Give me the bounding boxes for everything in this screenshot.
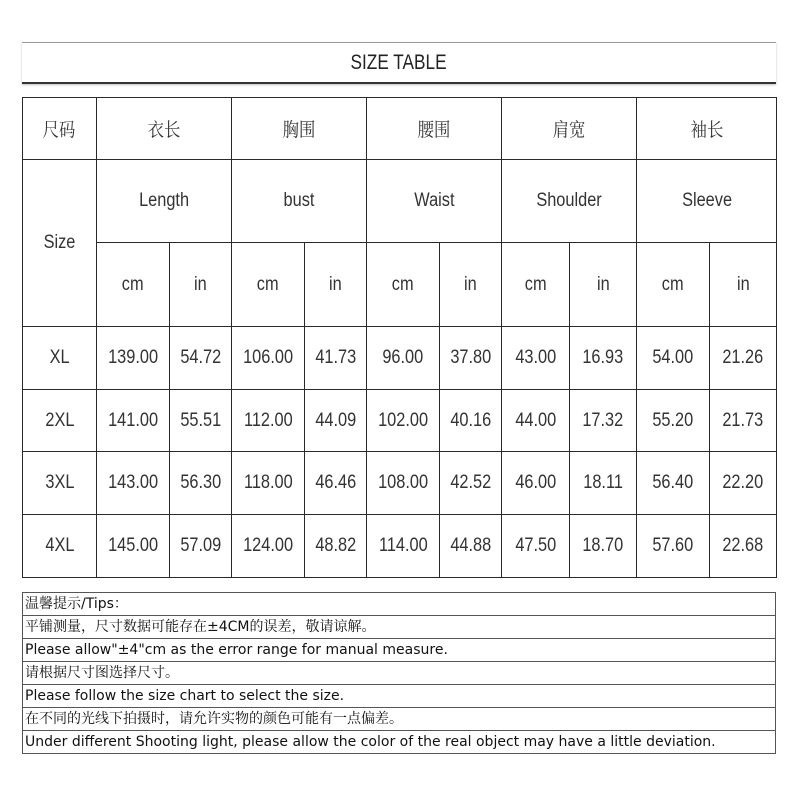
size-label: 2XL	[23, 390, 97, 452]
table-cell: 102.00	[367, 390, 440, 452]
table-cell: 44.09	[305, 390, 367, 452]
size-label: 4XL	[23, 515, 97, 578]
table-cell: 48.82	[305, 515, 367, 578]
header-shoulder-cn: 肩宽	[502, 98, 637, 160]
table-cell: 22.20	[710, 452, 777, 515]
table-cell: 18.70	[570, 515, 637, 578]
table-cell: 21.73	[710, 390, 777, 452]
table-cell: 44.88	[440, 515, 502, 578]
table-cell: 139.00	[97, 327, 170, 390]
table-cell: 114.00	[367, 515, 440, 578]
table-cell: 22.68	[710, 515, 777, 578]
unit-cm: cm	[97, 243, 170, 327]
size-label: XL	[23, 327, 97, 390]
tip-line: Please allow"±4"cm as the error range for manual measure.	[23, 639, 776, 662]
size-table-title	[22, 42, 776, 84]
table-cell: 143.00	[97, 452, 170, 515]
table-row	[23, 515, 777, 578]
table-cell: 16.93	[570, 327, 637, 390]
unit-cm: cm	[232, 243, 305, 327]
table-cell: 145.00	[97, 515, 170, 578]
table-cell: 124.00	[232, 515, 305, 578]
title-text: SIZE TABLE	[350, 50, 448, 74]
header-length-cn: 衣长	[97, 98, 232, 160]
unit-cm: cm	[367, 243, 440, 327]
table-cell: 118.00	[232, 452, 305, 515]
table-cell: 18.11	[570, 452, 637, 515]
tip-line: Under different Shooting light, please allow the color of the real object may have a little deviation.	[23, 731, 776, 754]
header-size-en: Size	[23, 160, 97, 327]
header-waist-cn: 腰围	[367, 98, 502, 160]
table-cell: 141.00	[97, 390, 170, 452]
table-cell: 57.60	[637, 515, 710, 578]
header-size-cn: 尺码	[23, 98, 97, 160]
table-cell: 112.00	[232, 390, 305, 452]
header-bust-cn: 胸围	[232, 98, 367, 160]
tip-line: 平铺测量，尺寸数据可能存在±4CM的误差，敬请谅解。	[23, 616, 776, 639]
table-row	[23, 390, 777, 452]
table-cell: 43.00	[502, 327, 570, 390]
unit-cm: cm	[637, 243, 710, 327]
table-cell: 55.51	[170, 390, 232, 452]
unit-in: in	[570, 243, 637, 327]
table-cell: 55.20	[637, 390, 710, 452]
unit-in: in	[170, 243, 232, 327]
header-shoulder-en: Shoulder	[502, 160, 637, 243]
table-cell: 42.52	[440, 452, 502, 515]
table-cell: 47.50	[502, 515, 570, 578]
header-waist-en: Waist	[367, 160, 502, 243]
table-cell: 96.00	[367, 327, 440, 390]
header-bust-en: bust	[232, 160, 367, 243]
table-cell: 57.09	[170, 515, 232, 578]
table-cell: 54.00	[637, 327, 710, 390]
unit-in: in	[305, 243, 367, 327]
header-row-chinese	[23, 98, 777, 160]
table-cell: 46.00	[502, 452, 570, 515]
tip-line: Please follow the size chart to select the size.	[23, 685, 776, 708]
header-sleeve-en: Sleeve	[637, 160, 777, 243]
unit-in: in	[710, 243, 777, 327]
table-cell: 56.40	[637, 452, 710, 515]
size-label: 3XL	[23, 452, 97, 515]
table-cell: 17.32	[570, 390, 637, 452]
table-cell: 46.46	[305, 452, 367, 515]
header-length-en: Length	[97, 160, 232, 243]
tips-box	[22, 592, 776, 754]
unit-cm: cm	[502, 243, 570, 327]
header-sleeve-cn: 袖长	[637, 98, 777, 160]
table-cell: 106.00	[232, 327, 305, 390]
unit-row	[23, 243, 777, 327]
table-cell: 108.00	[367, 452, 440, 515]
table-cell: 56.30	[170, 452, 232, 515]
unit-in: in	[440, 243, 502, 327]
table-cell: 54.72	[170, 327, 232, 390]
table-cell: 37.80	[440, 327, 502, 390]
table-cell: 21.26	[710, 327, 777, 390]
tips-heading: 温馨提示/Tips：	[23, 593, 776, 616]
tip-line: 在不同的光线下拍摄时，请允许实物的颜色可能有一点偏差。	[23, 708, 776, 731]
table-row	[23, 452, 777, 515]
table-cell: 44.00	[502, 390, 570, 452]
table-cell: 41.73	[305, 327, 367, 390]
table-cell: 40.16	[440, 390, 502, 452]
tip-line: 请根据尺寸图选择尺寸。	[23, 662, 776, 685]
header-row-english	[23, 160, 777, 243]
size-table	[22, 97, 777, 578]
table-row	[23, 327, 777, 390]
